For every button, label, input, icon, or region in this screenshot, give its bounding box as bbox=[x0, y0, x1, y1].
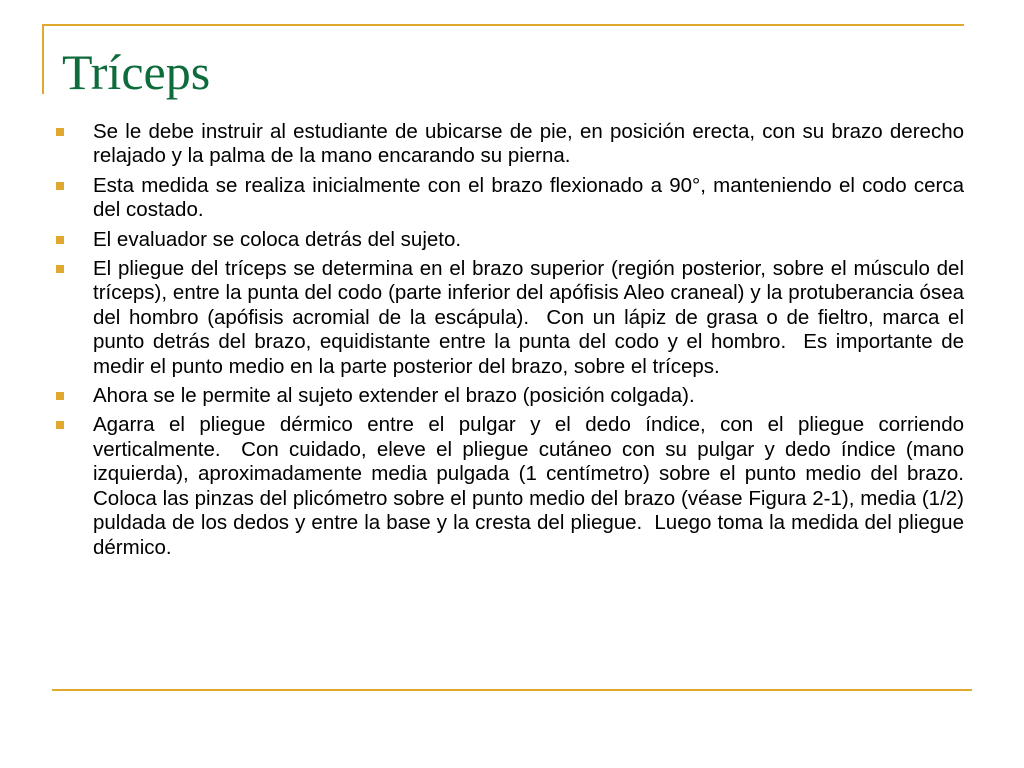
square-bullet-icon bbox=[56, 128, 64, 136]
bullet-text: Agarra el pliegue dérmico entre el pulgar y el dedo índice, con el pliegue corriendo verticalmente. Con cuidado, eleve el pliegue cutáneo con su pulgar y dedo índice (mano izquierda), aproximadamente media pulgada (1 centímetro) sobre el punto medio del brazo. Coloca las pinzas del plicómetro sobre el punto medio del brazo (véase Figura 2-1), media (1/2) puldada de los dedos y entre la base y la cresta del pliegue. Luego toma la medida del pliegue dérmico. bbox=[93, 413, 976, 559]
bullet-text: El pliegue del tríceps se determina en el brazo superior (región posterior, sobre el músculo del tríceps), entre la punta del codo (parte inferior del apófisis Aleo craneal) y la protuberancia ósea del hombro (apófisis acromial de la escápula). Con un lápiz de grasa o de fieltro, marca el punto detrás del brazo, equidistante entre la punta del codo y el hombro. Es importante de medir el punto medio en la parte posterior del brazo, sobre el tríceps. bbox=[93, 257, 970, 378]
bullet-text: El evaluador se coloca detrás del sujeto. bbox=[93, 227, 462, 251]
slide-title: Tríceps bbox=[62, 44, 211, 100]
bullet-text: Ahora se le permite al sujeto extender el brazo (posición colgada). bbox=[93, 384, 695, 408]
bullet-text: Se le debe instruir al estudiante de ubicarse de pie, en posición erecta, con su brazo derecho relajado y la palma de la mano encarando su pierna. bbox=[93, 120, 970, 168]
square-bullet-icon bbox=[56, 265, 64, 273]
bottom-rule bbox=[52, 689, 972, 691]
bullet-item bbox=[54, 257, 970, 379]
bullet-item bbox=[54, 228, 964, 252]
bullet-item bbox=[54, 173, 970, 223]
bullet-item bbox=[54, 120, 970, 169]
square-bullet-icon bbox=[56, 421, 64, 429]
bullet-list bbox=[54, 120, 976, 565]
square-bullet-icon bbox=[56, 182, 64, 190]
bullet-item bbox=[54, 384, 964, 408]
square-bullet-icon bbox=[56, 392, 64, 400]
square-bullet-icon bbox=[56, 236, 64, 244]
left-rule bbox=[42, 24, 44, 94]
top-rule bbox=[42, 24, 964, 26]
bullet-text: Esta medida se realiza inicialmente con el brazo flexionado a 90°, manteniendo el codo cerca del costado. bbox=[93, 173, 970, 222]
bullet-item bbox=[54, 413, 976, 559]
